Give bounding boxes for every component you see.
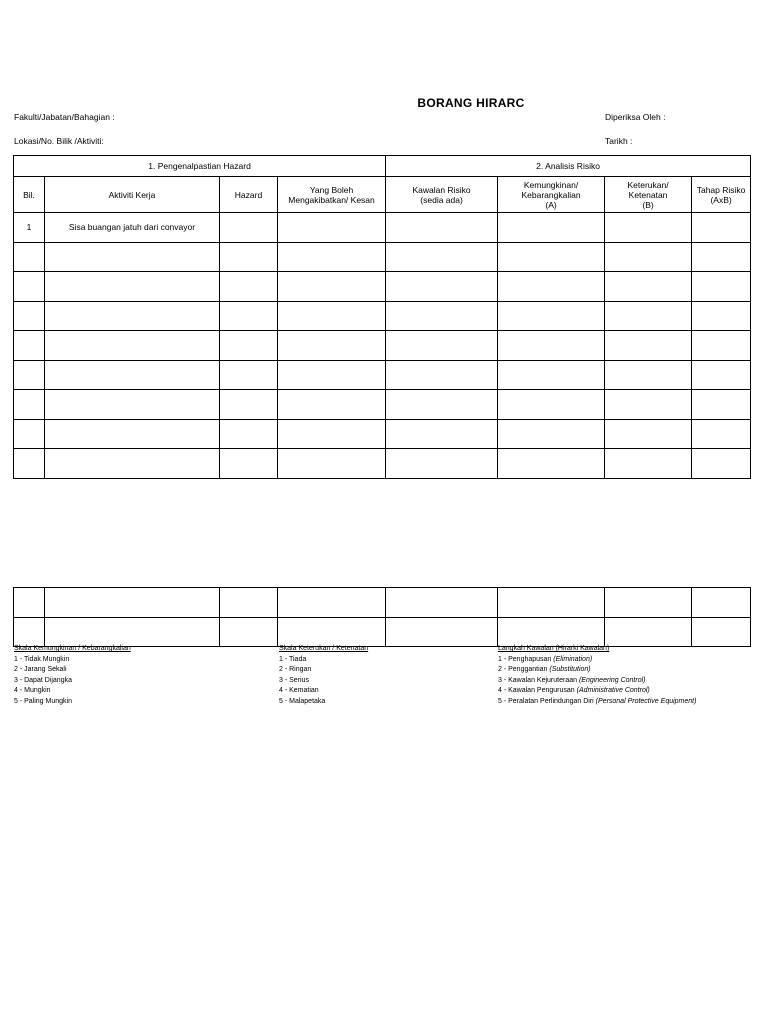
table-cell xyxy=(605,272,692,302)
table-cell xyxy=(45,419,220,449)
table-cell xyxy=(220,213,278,243)
table-cell xyxy=(498,419,605,449)
table-cell xyxy=(386,272,498,302)
table-cell xyxy=(278,449,386,479)
table-row xyxy=(14,242,751,272)
table-cell xyxy=(692,242,751,272)
diperiksa-label: Diperiksa Oleh : xyxy=(605,112,666,122)
table-cell xyxy=(45,301,220,331)
col-kemungkinan xyxy=(498,177,605,213)
legend-item: 4 - Mungkin xyxy=(14,687,51,694)
table-cell xyxy=(386,449,498,479)
table-cell xyxy=(692,360,751,390)
col-aktiviti: Aktiviti Kerja xyxy=(45,177,220,213)
table-cell xyxy=(605,213,692,243)
table-cell xyxy=(692,213,751,243)
legend-item: 2 - Ringan xyxy=(279,666,312,673)
table-cell xyxy=(692,588,751,618)
table-cell xyxy=(386,360,498,390)
table-cell xyxy=(14,360,45,390)
table-cell xyxy=(692,449,751,479)
table-cell xyxy=(386,213,498,243)
table-cell xyxy=(498,242,605,272)
table-cell xyxy=(220,588,278,618)
legend-item-text: 3 - Kawalan Kejuruteraan xyxy=(498,676,579,684)
col-yang-boleh-line2: Mengakibatkan/ Kesan xyxy=(288,194,375,205)
table-cell xyxy=(14,390,45,420)
table-cell xyxy=(386,617,498,647)
col-kawalan xyxy=(386,177,498,213)
legend-item: 1 - Tidak Mungkin xyxy=(14,655,70,663)
col-kawalan-line1: Kawalan Risiko xyxy=(412,184,471,195)
col-keterukan xyxy=(605,177,692,213)
table-cell xyxy=(220,617,278,647)
col-bil: Bil. xyxy=(14,177,45,213)
legend-item: 2 - Jarang Sekali xyxy=(14,666,67,673)
table-cell xyxy=(220,449,278,479)
table-cell xyxy=(498,213,605,243)
table-cell xyxy=(692,617,751,647)
table-cell xyxy=(45,272,220,302)
table-cell xyxy=(278,213,386,243)
row-aktiviti: Sisa buangan jatuh dari convayor xyxy=(45,213,220,243)
table-cell xyxy=(278,272,386,302)
table-row xyxy=(14,213,751,243)
table-row xyxy=(14,390,751,420)
table-cell xyxy=(386,301,498,331)
col-keterukan-line1: Keterukan/ xyxy=(627,179,669,190)
table-cell xyxy=(45,242,220,272)
table-cell xyxy=(605,301,692,331)
legend-item: 5 - Malapetaka xyxy=(279,697,326,705)
col-kemungkinan-line1: Kemungkinan/ xyxy=(523,179,579,190)
table-cell xyxy=(386,588,498,618)
table-cell xyxy=(220,331,278,361)
section-hazard-header: 1. Pengenalpastian Hazard xyxy=(14,156,386,177)
table-cell xyxy=(605,419,692,449)
table-cell xyxy=(278,588,386,618)
table-cell xyxy=(45,360,220,390)
table-cell xyxy=(498,588,605,618)
hirarc-table xyxy=(13,155,751,479)
table-cell xyxy=(498,360,605,390)
legend-item-english: (Administrative Control) xyxy=(576,687,650,694)
table-cell xyxy=(498,272,605,302)
col-keterukan-line3: (B) xyxy=(642,199,654,210)
table-cell xyxy=(278,242,386,272)
col-yang-boleh xyxy=(278,177,386,213)
table-cell xyxy=(692,419,751,449)
legend-item: 4 - Kematian xyxy=(279,687,319,694)
table-cell xyxy=(498,390,605,420)
table-cell xyxy=(14,331,45,361)
col-tahap xyxy=(692,177,751,213)
legend-item: 5 - Paling Mungkin xyxy=(14,697,72,705)
table-cell xyxy=(220,360,278,390)
table-cell xyxy=(386,419,498,449)
table-cell xyxy=(692,272,751,302)
legend-item-english: (Elimination) xyxy=(553,655,593,663)
table-cell xyxy=(498,331,605,361)
table-cell xyxy=(278,390,386,420)
table-cell xyxy=(14,588,45,618)
col-kemungkinan-line3: (A) xyxy=(545,199,557,210)
form-title: BORANG HIRARC xyxy=(417,96,525,110)
table-cell xyxy=(220,272,278,302)
table-cell xyxy=(220,301,278,331)
legend-item-english: (Personal Protective Equipment) xyxy=(595,697,697,705)
table-cell xyxy=(605,331,692,361)
legend-item-english: (Substitution) xyxy=(549,666,591,673)
tarikh-label: Tarikh : xyxy=(605,136,633,146)
col-keterukan-line2: Ketenatan xyxy=(628,189,668,200)
legend-item xyxy=(498,676,758,687)
col-kemungkinan-line2: Kebarangkalian xyxy=(521,189,581,200)
table-cell xyxy=(220,390,278,420)
legend-item-text: 2 - Penggantian xyxy=(498,666,550,673)
table-row xyxy=(14,272,751,302)
table-cell xyxy=(605,360,692,390)
table-cell xyxy=(45,617,220,647)
table-row xyxy=(14,419,751,449)
table-row xyxy=(14,588,751,618)
table-row xyxy=(14,301,751,331)
legend-item xyxy=(498,655,758,666)
legend-item xyxy=(498,665,758,676)
table-row xyxy=(14,360,751,390)
table-cell xyxy=(278,301,386,331)
table-row xyxy=(14,449,751,479)
col-tahap-line2: (AxB) xyxy=(710,194,732,205)
table-cell xyxy=(692,390,751,420)
legend-langkah-kawalan xyxy=(498,644,758,707)
table-cell xyxy=(605,390,692,420)
legend-item xyxy=(498,686,758,697)
legend-kawalan-title: Langkah Kawalan (Hirarki Kawalan) xyxy=(498,645,610,652)
table-cell xyxy=(14,272,45,302)
legend-item-text: 5 - Peralatan Perlindungan Diri xyxy=(498,697,596,705)
table-row xyxy=(14,331,751,361)
lokasi-label: Lokasi/No. Bilik /Aktiviti: xyxy=(14,136,104,146)
legend-item xyxy=(498,697,758,708)
legend-item: 3 - Serius xyxy=(279,676,309,684)
legend-item-english: (Engineering Control) xyxy=(578,676,646,684)
table-cell xyxy=(386,242,498,272)
table-cell xyxy=(605,617,692,647)
section-risk-header: 2. Analisis Risiko xyxy=(386,156,751,177)
table-cell xyxy=(605,242,692,272)
table-cell xyxy=(278,617,386,647)
legend-item: 1 - Tiada xyxy=(279,655,307,663)
table-cell xyxy=(278,419,386,449)
table-cell xyxy=(14,301,45,331)
table-cell xyxy=(278,331,386,361)
table-cell xyxy=(386,331,498,361)
legend-kemungkinan xyxy=(14,644,264,707)
col-tahap-line1: Tahap Risiko xyxy=(696,184,746,195)
table-cell xyxy=(14,242,45,272)
table-cell xyxy=(14,419,45,449)
fakulti-label: Fakulti/Jabatan/Bahagian : xyxy=(14,112,115,122)
table-cell xyxy=(220,419,278,449)
hirarc-table-continued xyxy=(13,587,751,647)
table-cell xyxy=(45,588,220,618)
table-cell xyxy=(386,390,498,420)
legend-kemungkinan-title: Skala Kemungkinan / Kebarangkalian xyxy=(14,645,131,652)
legend-item: 3 - Dapat Dijangka xyxy=(14,676,72,684)
table-cell xyxy=(278,360,386,390)
legend-item-text: 1 - Penghapusan xyxy=(498,655,554,663)
table-cell xyxy=(692,301,751,331)
row-bil: 1 xyxy=(14,213,45,243)
table-cell xyxy=(498,301,605,331)
table-cell xyxy=(498,449,605,479)
table-cell xyxy=(14,449,45,479)
legend-keterukan-title: Skala Keterukan / Ketenatan xyxy=(279,645,369,652)
col-hazard: Hazard xyxy=(220,177,278,213)
legend-keterukan xyxy=(279,644,489,707)
table-cell xyxy=(605,449,692,479)
col-yang-boleh-line1: Yang Boleh xyxy=(309,184,354,195)
table-row xyxy=(14,617,751,647)
table-cell xyxy=(14,617,45,647)
table-cell xyxy=(692,331,751,361)
table-cell xyxy=(220,242,278,272)
legend-item-text: 4 - Kawalan Pengurusan xyxy=(498,687,577,694)
table-cell xyxy=(498,617,605,647)
table-cell xyxy=(605,588,692,618)
table-cell xyxy=(45,331,220,361)
table-cell xyxy=(45,449,220,479)
table-cell xyxy=(45,390,220,420)
col-kawalan-line2: (sedia ada) xyxy=(420,194,463,205)
